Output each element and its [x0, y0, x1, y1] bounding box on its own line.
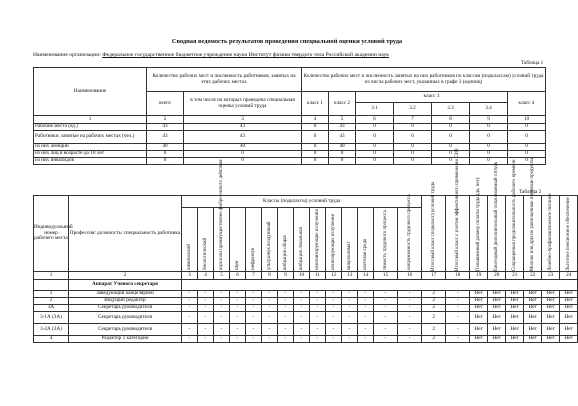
- t1-cell: 0: [432, 124, 470, 131]
- t2-cell: -: [246, 298, 262, 305]
- t2-col-number: 1: [34, 272, 69, 280]
- t1-header-incl: в том числе на которых проведена специальная оценка условий труда: [184, 92, 302, 116]
- t2-cell: -: [182, 291, 198, 298]
- t2-cell: -: [294, 336, 310, 343]
- t2-col-number: 4: [198, 272, 214, 280]
- t1-header-3-3: 3.3: [432, 103, 470, 116]
- t1-cell: 0: [508, 144, 546, 151]
- t2-cell: -: [374, 291, 398, 298]
- t2-section-fill: [182, 280, 578, 291]
- t2-cell: -: [230, 324, 246, 336]
- t2-factor-header: световая среда: [358, 208, 374, 272]
- t1-cell: 40: [147, 144, 184, 151]
- t2-cell: Нет: [560, 324, 578, 336]
- t2-col-number: 17: [422, 272, 446, 280]
- t2-cell: -: [342, 291, 358, 298]
- t2-cell: -: [374, 298, 398, 305]
- t1-col-number: 3: [184, 116, 302, 124]
- t1-cell: 0: [329, 158, 356, 165]
- t2-cell: -: [398, 291, 422, 298]
- t2-col-number: 9: [278, 272, 294, 280]
- t2-cell: Нет: [506, 305, 524, 312]
- t1-cell: 0: [302, 151, 329, 158]
- t2-header-final-class: Итоговый класс (подкласс) условий труда: [422, 196, 446, 272]
- t2-cell: Нет: [542, 298, 560, 305]
- t2-cell: -: [310, 298, 326, 305]
- t2-cell: -: [310, 305, 326, 312]
- t2-cell: -: [198, 298, 214, 305]
- t2-col-number: 16: [398, 272, 422, 280]
- t2-cell: Нет: [524, 305, 542, 312]
- t2-cell: -: [214, 312, 230, 324]
- t2-cell: -: [358, 298, 374, 305]
- t2-col-number: 13: [342, 272, 358, 280]
- t1-row-name: из них женщин: [34, 144, 147, 151]
- t2-cell: Нет: [560, 312, 578, 324]
- t2-cell: -: [246, 336, 262, 343]
- t2-cell: Нет: [542, 324, 560, 336]
- t2-cell: Нет: [524, 312, 542, 324]
- t2-cell: -: [230, 291, 246, 298]
- t2-cell: -: [342, 324, 358, 336]
- t2-col-number: 21: [506, 272, 524, 280]
- t1-header-3-1: 3.1: [356, 103, 394, 116]
- t1-cell: 0: [394, 124, 432, 131]
- t2-row-id: 3-1А (3А): [34, 312, 69, 324]
- t1-row-name: Работники, занятые на рабочих местах (чел.): [34, 131, 147, 144]
- t2-section-blank: [34, 280, 69, 291]
- t1-header-3-2: 3.2: [394, 103, 432, 116]
- t1-cell: 0: [356, 131, 394, 144]
- t2-cell: -: [374, 324, 398, 336]
- t2-col-number: 18: [446, 272, 470, 280]
- t2-cell: -: [342, 298, 358, 305]
- t2-row-profession: Секретарь руководителя: [69, 324, 182, 336]
- t2-col-number: 8: [262, 272, 278, 280]
- t1-header-3-4: 3.4: [470, 103, 508, 116]
- t2-cell: 2: [422, 336, 446, 343]
- t2-header-id: Индивидуальный номер рабочего места: [34, 196, 69, 272]
- t2-cell: -: [446, 312, 470, 324]
- t1-cell: 40: [329, 144, 356, 151]
- t2-cell: -: [358, 324, 374, 336]
- t2-cell: -: [278, 305, 294, 312]
- t2-cell: -: [398, 324, 422, 336]
- t1-cell: 0: [470, 144, 508, 151]
- t1-cell: 0: [470, 151, 508, 158]
- t1-cell: 0: [394, 131, 432, 144]
- t2-col-number: 20: [488, 272, 506, 280]
- t2-cell: -: [398, 305, 422, 312]
- t2-cell: -: [246, 291, 262, 298]
- t2-cell: -: [214, 305, 230, 312]
- t2-factor-header: неионизирующие излучения: [310, 208, 326, 272]
- t2-row-id: 3А: [34, 305, 69, 312]
- t2-cell: -: [182, 336, 198, 343]
- t2-cell: -: [446, 298, 470, 305]
- t1-cell: 0: [394, 144, 432, 151]
- t2-header-profession: Профессия/ должность/ специальность работника: [69, 196, 182, 272]
- table-row: [34, 312, 578, 324]
- t2-header-pay: Повышенный размер оплаты труда (да, нет): [470, 196, 488, 272]
- t1-row-name: из них лиц в возрасте до 18 лет: [34, 151, 147, 158]
- t2-header-nutrition: Лечебно-профилактическое питание: [542, 196, 560, 272]
- t1-cell: 0: [356, 158, 394, 165]
- t2-cell: -: [358, 336, 374, 343]
- t2-cell: -: [182, 298, 198, 305]
- t1-cell: 0: [147, 158, 184, 165]
- t1-col-number: 10: [508, 116, 546, 124]
- t2-cell: -: [214, 324, 230, 336]
- t2-cell: 2: [422, 312, 446, 324]
- t1-header-class4: класс 4: [508, 92, 546, 116]
- t2-cell: -: [326, 324, 342, 336]
- t2-cell: 2: [422, 324, 446, 336]
- t2-cell: -: [198, 336, 214, 343]
- t1-cell: 0: [394, 151, 432, 158]
- t2-cell: -: [294, 298, 310, 305]
- t2-cell: -: [278, 312, 294, 324]
- t2-cell: -: [198, 312, 214, 324]
- t2-factor-header: шум: [230, 208, 246, 272]
- t2-cell: -: [262, 336, 278, 343]
- t1-cell: 0: [302, 124, 329, 131]
- t1-col-number: 1: [34, 116, 147, 124]
- t2-cell: -: [326, 298, 342, 305]
- t1-col-number: 9: [470, 116, 508, 124]
- t1-cell: 0: [508, 158, 546, 165]
- t2-cell: -: [182, 324, 198, 336]
- t2-cell: -: [198, 305, 214, 312]
- t2-cell: -: [326, 336, 342, 343]
- t2-cell: Нет: [542, 336, 560, 343]
- t1-header-class2: класс 2: [329, 92, 356, 116]
- t1-cell: 0: [470, 131, 508, 144]
- t2-header-leave: Ежегодный дополнительный оплачиваемый отпуск: [488, 196, 506, 272]
- t1-cell: 0: [329, 151, 356, 158]
- t2-cell: -: [262, 305, 278, 312]
- t1-number-row: [34, 116, 546, 124]
- t2-cell: -: [398, 298, 422, 305]
- t1-header-count: Количество рабочих мест и численность работников, занятых на этих рабочих местах: [147, 68, 302, 92]
- t1-header-name: Наименование: [34, 68, 147, 116]
- t2-cell: -: [198, 324, 214, 336]
- t2-cell: -: [446, 291, 470, 298]
- t1-cell: 43: [147, 124, 184, 131]
- t2-cell: Нет: [470, 312, 488, 324]
- t2-factor-header: напряженность трудового процесса: [398, 208, 422, 272]
- t2-cell: Нет: [470, 305, 488, 312]
- table-row: [34, 158, 546, 165]
- t2-row-id: 1: [34, 291, 69, 298]
- t1-cell: 43: [184, 131, 302, 144]
- t2-cell: -: [358, 291, 374, 298]
- table-row: [34, 124, 546, 131]
- t2-cell: Нет: [470, 336, 488, 343]
- t2-col-number: 12: [326, 272, 342, 280]
- t2-cell: Нет: [560, 298, 578, 305]
- t2-factor-header: химический: [182, 208, 198, 272]
- t2-cell: -: [374, 312, 398, 324]
- t1-cell: 43: [329, 124, 356, 131]
- t2-cell: Нет: [488, 291, 506, 298]
- t2-row-profession: Редактор 1 категории: [69, 336, 182, 343]
- t1-cell: 0: [432, 144, 470, 151]
- t1-cell: 0: [147, 151, 184, 158]
- t2-cell: -: [310, 291, 326, 298]
- t1-cell: 0: [356, 151, 394, 158]
- t2-number-row: [34, 272, 578, 280]
- t2-cell: -: [182, 305, 198, 312]
- document-title: Сводная ведомость результатов проведения специальной оценки условий труда: [171, 38, 403, 45]
- t2-header-classes: Классы (подклассы) условий труда: [182, 196, 422, 208]
- t2-cell: -: [374, 336, 398, 343]
- t2-cell: -: [230, 305, 246, 312]
- t1-cell: 0: [184, 151, 302, 158]
- t2-cell: -: [278, 324, 294, 336]
- t1-cell: 0: [302, 158, 329, 165]
- t2-cell: Нет: [470, 324, 488, 336]
- t1-cell: 0: [302, 131, 329, 144]
- t1-cell: 43: [147, 131, 184, 144]
- t1-col-number: 5: [329, 116, 356, 124]
- table2-caption: Таблица 2: [519, 189, 542, 195]
- t2-factor-header: вибрация локальная: [294, 208, 310, 272]
- t2-cell: -: [246, 305, 262, 312]
- t1-cell: 0: [432, 131, 470, 144]
- t2-cell: 2: [422, 298, 446, 305]
- t1-col-number: 2: [147, 116, 184, 124]
- t1-cell: 0: [470, 124, 508, 131]
- t1-col-number: 7: [394, 116, 432, 124]
- t2-cell: -: [262, 291, 278, 298]
- t2-col-number: 22: [524, 272, 542, 280]
- t2-header-milk: Молоко или другие равноценные пищевые продукты: [524, 196, 542, 272]
- t2-cell: Нет: [524, 291, 542, 298]
- t1-cell: 0: [432, 158, 470, 165]
- t2-cell: -: [294, 312, 310, 324]
- t2-cell: -: [278, 298, 294, 305]
- t2-cell: Нет: [542, 312, 560, 324]
- t1-cell: 0: [508, 131, 546, 144]
- t2-cell: Нет: [560, 305, 578, 312]
- t2-factor-header: инфразвук: [246, 208, 262, 272]
- t2-header-pension: Льготное пенсионное обеспечение: [560, 196, 578, 272]
- t1-header-class3: класс 3: [356, 92, 508, 103]
- t2-col-number: 5: [214, 272, 230, 280]
- t1-cell: 0: [356, 124, 394, 131]
- organization-name: Федеральное государственное бюджетное учреждение науки Институт физики твердого тела Российской академии наук: [102, 52, 390, 58]
- t2-cell: -: [326, 291, 342, 298]
- t2-header-final-class-siz: Итоговый класс с учетом эффективного применения СИЗ: [446, 196, 470, 272]
- t2-cell: Нет: [488, 336, 506, 343]
- t2-cell: -: [358, 305, 374, 312]
- t1-header-class1: класс 1: [302, 92, 329, 116]
- t2-cell: Нет: [542, 291, 560, 298]
- t2-col-number: 24: [560, 272, 578, 280]
- t1-cell: 0: [508, 151, 546, 158]
- t1-cell: 40: [184, 144, 302, 151]
- t2-cell: -: [278, 336, 294, 343]
- t2-cell: 2: [422, 291, 446, 298]
- t1-cell: 0: [302, 144, 329, 151]
- t2-cell: -: [294, 324, 310, 336]
- t1-cell: 43: [184, 124, 302, 131]
- t2-col-number: 10: [294, 272, 310, 280]
- t2-cell: -: [398, 312, 422, 324]
- t2-cell: Нет: [488, 312, 506, 324]
- t1-cell: 43: [329, 131, 356, 144]
- t2-factor-header: микроклимат: [342, 208, 358, 272]
- t2-cell: -: [262, 298, 278, 305]
- t2-row-id: 2: [34, 298, 69, 305]
- t2-factor-header: тяжесть трудового процесса: [374, 208, 398, 272]
- t2-col-number: 19: [470, 272, 488, 280]
- t2-cell: Нет: [524, 324, 542, 336]
- t2-cell: Нет: [542, 305, 560, 312]
- t2-cell: -: [310, 324, 326, 336]
- t2-factor-header: вибрация общая: [278, 208, 294, 272]
- t2-cell: -: [358, 312, 374, 324]
- t2-cell: -: [278, 291, 294, 298]
- t2-cell: Нет: [506, 312, 524, 324]
- t2-cell: -: [398, 336, 422, 343]
- t2-row-id: 4: [34, 336, 69, 343]
- t2-cell: 2: [422, 305, 446, 312]
- t2-row-profession: Секретарь руководителя: [69, 312, 182, 324]
- t2-cell: Нет: [470, 298, 488, 305]
- t2-header-short-time: Сокращенная продолжительность рабочего времени: [506, 196, 524, 272]
- t2-cell: -: [182, 312, 198, 324]
- t2-cell: -: [230, 336, 246, 343]
- t2-cell: Нет: [470, 291, 488, 298]
- t2-row-id: 3-2А (3А): [34, 324, 69, 336]
- summary-table: [33, 67, 546, 165]
- t2-cell: -: [326, 312, 342, 324]
- t2-col-number: 2: [69, 272, 182, 280]
- t1-cell: 0: [470, 158, 508, 165]
- t2-cell: -: [310, 312, 326, 324]
- t2-section-title: Аппарат Ученого секретаря: [69, 280, 182, 291]
- t2-cell: -: [294, 291, 310, 298]
- t2-cell: -: [446, 336, 470, 343]
- t2-cell: -: [342, 336, 358, 343]
- table-row: [34, 305, 578, 312]
- t2-cell: -: [342, 305, 358, 312]
- t2-factor-header: ионизирующие излучения: [326, 208, 342, 272]
- t2-cell: Нет: [488, 324, 506, 336]
- t2-cell: -: [214, 298, 230, 305]
- t2-cell: -: [294, 305, 310, 312]
- t2-cell: -: [262, 312, 278, 324]
- t1-cell: 0: [508, 124, 546, 131]
- t2-cell: -: [310, 336, 326, 343]
- t2-row-profession: Заведующий канцелярией: [69, 291, 182, 298]
- t2-cell: -: [214, 336, 230, 343]
- t2-cell: -: [262, 324, 278, 336]
- t1-row-name: из них инвалидов: [34, 158, 147, 165]
- t2-col-number: 6: [230, 272, 246, 280]
- t1-cell: 0: [184, 158, 302, 165]
- t2-cell: -: [230, 298, 246, 305]
- t2-row-profession: Секретарь руководителя: [69, 305, 182, 312]
- table-row: [34, 151, 546, 158]
- t1-row-name: Рабочие места (ед.): [34, 124, 147, 131]
- table-row: [34, 324, 578, 336]
- t2-cell: Нет: [488, 298, 506, 305]
- t2-cell: Нет: [506, 291, 524, 298]
- table1-caption: Таблица 1: [521, 60, 544, 66]
- t2-col-number: 23: [542, 272, 560, 280]
- t2-cell: -: [246, 312, 262, 324]
- t1-cell: 0: [356, 144, 394, 151]
- t2-factor-header: аэрозоли преимущественно фиброгенного действия: [214, 208, 230, 272]
- t2-col-number: 7: [246, 272, 262, 280]
- t1-cell: 0: [394, 158, 432, 165]
- t2-cell: -: [230, 312, 246, 324]
- t2-col-number: 11: [310, 272, 326, 280]
- t2-factor-header: биологический: [198, 208, 214, 272]
- t1-col-number: 6: [356, 116, 394, 124]
- t2-cell: -: [446, 305, 470, 312]
- t1-cell: 0: [432, 151, 470, 158]
- t2-cell: -: [446, 324, 470, 336]
- t2-cell: Нет: [506, 298, 524, 305]
- t2-cell: Нет: [524, 336, 542, 343]
- t1-header-classes: Количество рабочих мест и численность занятых на них работников по классам (подклассам) условий труда из числа рабочих мест, указанных в графе 3 (единиц): [302, 68, 546, 92]
- t2-cell: -: [198, 291, 214, 298]
- t2-cell: -: [246, 324, 262, 336]
- t2-row-profession: Ведущий редактор: [69, 298, 182, 305]
- t2-col-number: 15: [374, 272, 398, 280]
- table-row: [34, 336, 578, 343]
- table-row: [34, 131, 546, 144]
- t2-col-number: 14: [358, 272, 374, 280]
- t2-cell: -: [374, 305, 398, 312]
- t2-cell: Нет: [560, 336, 578, 343]
- t2-cell: Нет: [488, 305, 506, 312]
- t1-col-number: 8: [432, 116, 470, 124]
- t2-cell: -: [342, 312, 358, 324]
- t2-cell: Нет: [506, 324, 524, 336]
- t2-cell: Нет: [524, 298, 542, 305]
- t2-cell: -: [326, 305, 342, 312]
- t2-factor-header: ультразвук воздушный: [262, 208, 278, 272]
- organization-line: [33, 52, 553, 58]
- organization-label: Наименование организации:: [33, 52, 101, 58]
- t1-header-total: всего: [147, 92, 184, 116]
- t2-cell: Нет: [560, 291, 578, 298]
- table-row: [34, 144, 546, 151]
- t2-cell: Нет: [506, 336, 524, 343]
- t2-col-number: 3: [182, 272, 198, 280]
- t2-cell: -: [214, 291, 230, 298]
- t1-col-number: 4: [302, 116, 329, 124]
